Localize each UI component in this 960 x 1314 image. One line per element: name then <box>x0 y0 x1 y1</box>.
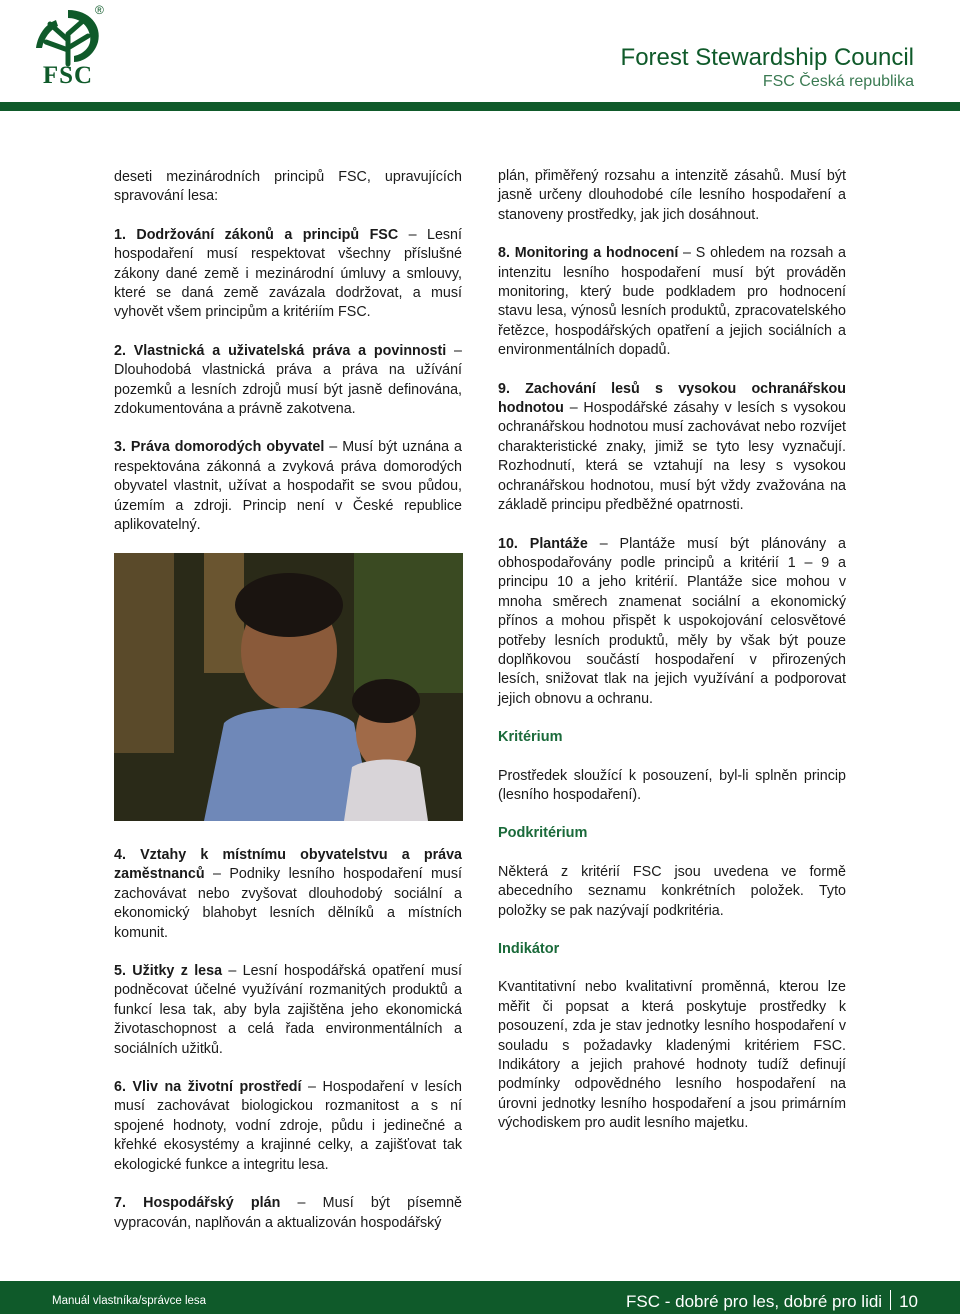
right-column <box>498 167 846 1153</box>
heading-text: Indikátor <box>498 941 560 957</box>
paragraph-text: – Podniky lesního hospodaření musí zachovávat nebo zvyšovat dlouhodobý sociální a ekonomický blahobyt lesních dělníků a místních komunit. <box>114 866 462 941</box>
paragraph-text: deseti mezinárodních principů FSC, upravujících spravování lesa: <box>114 169 462 205</box>
heading-text: Podkritérium <box>498 825 588 842</box>
paragraph-text: – Musí být písemně vypracován, naplňován a aktualizován hospodářský <box>114 1195 462 1231</box>
section-heading <box>498 824 846 843</box>
left-column-bottom <box>114 846 462 1252</box>
paragraph-text: – Hospodářské zásahy v lesích s vysokou ochranářskou hodnotou musí zachovávat nebo rozvíjet charakteristické znaky, jimiž se tyto lesy vyznačují. Rozhodnutí, která se vztahují na lesy s vysokou ochranářskou hodnotou, musí být vždy zvažována na základě principu předběžné opatrnosti. <box>498 400 846 514</box>
paragraph-text: Některá z kritérií FSC jsou uvedena ve formě abecedního seznamu konkrétních položek. Tyto položky se pak nazývají podkritéria. <box>498 863 846 919</box>
paragraph <box>114 1078 462 1175</box>
paragraph <box>498 535 846 710</box>
footer-slogan: FSC - dobré pro les, dobré pro lidi <box>626 1292 883 1311</box>
page-footer <box>0 1281 960 1314</box>
section-heading <box>498 728 846 747</box>
paragraph-text: – Hospodaření v lesích musí zachovávat biologickou rozmanitost a s ní spojené hodnoty, vodní zdroje, půdu i jedinečné a křehké ekosystémy a krajinné celky, a zajišťovat tak ekologické funkce a integritu lesa. <box>114 1079 462 1173</box>
paragraph-lead: 3. Práva domorodých obyvatel <box>114 439 325 456</box>
paragraph-text: – Musí být uznána a respektována zákonná a zvyková práva domorodých obyvatel vlastnit, užívat a hospodařit se svou půdou, územím a zdroji. Princip není v České republice aplikovatelný. <box>114 439 462 534</box>
heading-text: Kritérium <box>498 729 563 746</box>
registered-mark: ® <box>95 3 104 17</box>
organization-name: Forest Stewardship Council <box>620 44 914 71</box>
paragraph <box>114 438 462 535</box>
paragraph <box>114 846 462 943</box>
section-heading <box>498 940 846 959</box>
left-column-top <box>114 168 462 555</box>
paragraph-lead: 10. Plantáže <box>498 535 588 552</box>
paragraph-lead: 7. Hospodářský plán <box>114 1195 281 1212</box>
paragraph <box>498 978 846 1133</box>
paragraph-text: – S ohledem na rozsah a intenzitu lesního hospodaření musí být prováděn monitoring, který bude podkladem pro hodnocení stavu lesa, výnosů lesních produktů, zpracovatelského řetězce, hospodářských opatření a jejich sociálních a environmentálních dopadů. <box>498 245 846 359</box>
organization-subtitle: FSC Česká republika <box>762 73 914 90</box>
paragraph-text: – Dlouhodobá vlastnická práva a práva na užívání pozemků a lesních zdrojů musí být jasně definována, zdokumentována a právně zakotvena. <box>114 342 462 418</box>
photo-children-image <box>114 553 463 821</box>
header-rule <box>0 102 960 111</box>
footer-slogan-block <box>626 1290 918 1312</box>
paragraph-lead: 2. Vlastnická a uživatelská práva a povinnosti <box>114 342 447 359</box>
paragraph <box>114 1194 462 1233</box>
organization-block <box>621 44 914 92</box>
page-header <box>0 0 960 112</box>
paragraph <box>498 767 846 806</box>
paragraph <box>498 167 846 225</box>
paragraph <box>498 244 846 360</box>
paragraph-text: – Lesní hospodářská opatření musí podněcovat účelné využívání rozmanitých produktů a funkcí lesa tak, aby byla zajištěna jeho ekonomická životaschopnost a celá řada environmentálních a sociálních užitků. <box>114 963 462 1057</box>
paragraph-lead: 9. Zachování lesů s vysokou ochranářskou hodnotou <box>498 380 846 417</box>
footer-separator <box>890 1290 891 1310</box>
paragraph-text: plán, přiměřený rozsahu a intenzitě zásahů. Musí být jasně určeny dlouhodobé cíle lesního hospodaření a stanoveny prostředky, jak jich dosáhnout. <box>498 168 846 223</box>
footer-manual-title: Manuál vlastníka/správce lesa <box>52 1295 207 1307</box>
paragraph <box>498 380 846 516</box>
paragraph-lead: 1. Dodržování zákonů a principů FSC <box>114 226 399 243</box>
paragraph <box>498 863 846 921</box>
paragraph-text: – Lesní hospodaření musí respektovat všechny příslušné zákony dané země i mezinárodní úmluvy a smlouvy, které se daná země zavázala dodržovat, a musí vyhovět všem principům a kritériím FSC. <box>114 226 462 321</box>
paragraph <box>114 342 462 420</box>
page-number: 10 <box>899 1292 918 1311</box>
paragraph-text: – Plantáže musí být plánovány a obhospodařovány podle principů a kritérií 1 – 9 a principu 10 a jeho kritérií. Plantáže sice mohou v mnoha směrech znamenat sociální a ekonomický přínos a mohou přispět k uspokojování celosvětové potřeby lesních produktů, měly by však být pouze doplňkovou součástí hospodaření v přirozených lesích, snižovat tlak na jejich využívání a podporovat jejich obnovu a ochranu. <box>498 535 847 707</box>
paragraph-text: Prostředek sloužící k posouzení, byl-li splněn princip (lesního hospodaření). <box>498 767 846 803</box>
paragraph-lead: 6. Vliv na životní prostředí <box>114 1079 302 1096</box>
paragraph <box>114 226 462 323</box>
paragraph <box>114 168 462 207</box>
paragraph <box>114 962 462 1059</box>
paragraph-text: Kvantitativní nebo kvalitativní proměnná, kterou lze měřit či popsat a která poskytuje prostředky k posouzení, zda je stav jednotky lesního hospodaření v souladu s požadavky kladenými kritériem FSC. Indikátory a jejich prahové hodnoty tudíž definují podmínky odpovědného lesního hospodaření na úrovni jednotky lesního hospodaření a jsou primárním východiskem pro audit lesního majetku. <box>498 979 846 1132</box>
paragraph-lead: 4. Vztahy k místnímu obyvatelstvu a práva zaměstnanců <box>114 847 462 883</box>
paragraph-lead: 8. Monitoring a hodnocení <box>498 245 679 262</box>
fsc-logo-text: FSC <box>42 62 94 89</box>
paragraph-lead: 5. Užitky z lesa <box>114 963 223 980</box>
